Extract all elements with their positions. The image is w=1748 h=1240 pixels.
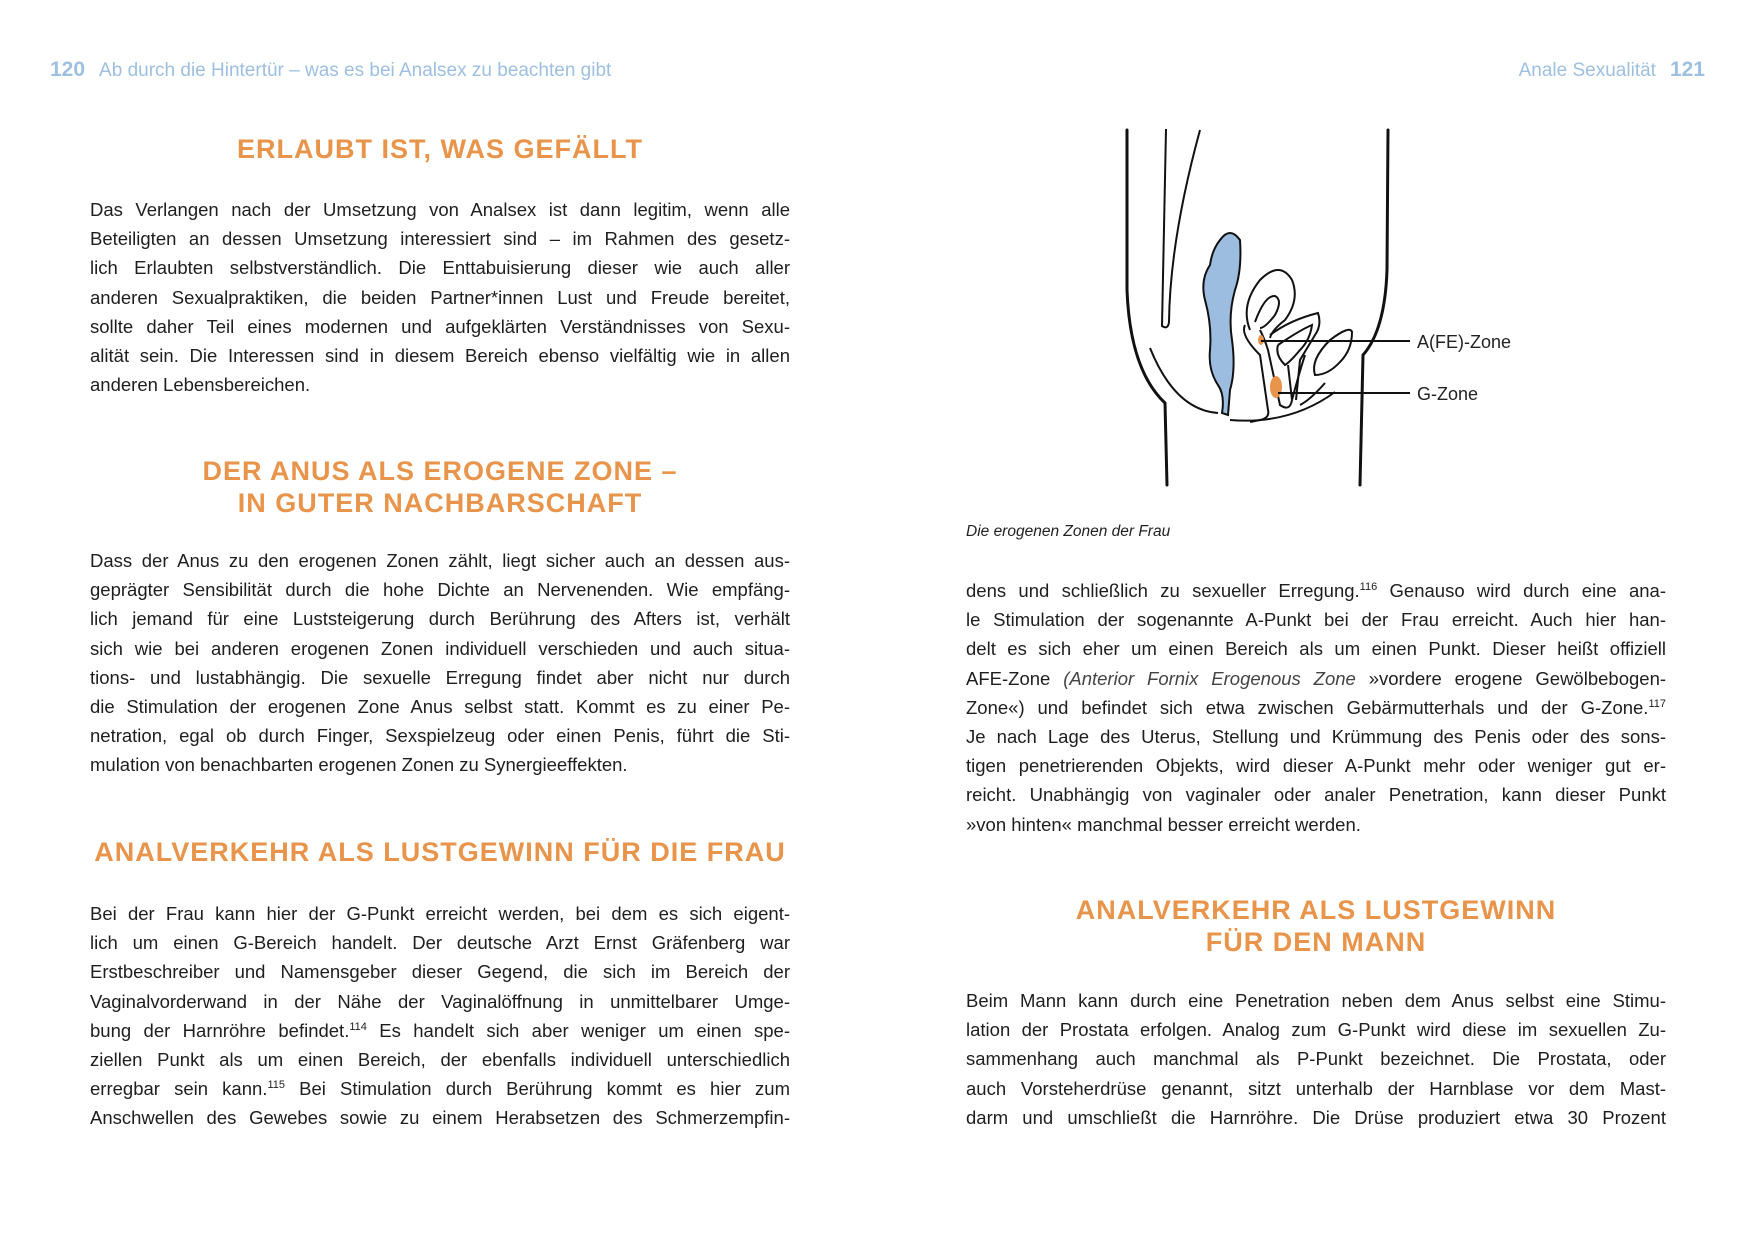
text-line: [90, 546, 790, 575]
text-line: [966, 810, 1666, 839]
text-line: [90, 692, 790, 721]
text-segment: anderen Lebensbereichen.: [90, 374, 311, 396]
text-segment: bung der Harnröhre befindet.: [90, 1019, 350, 1041]
text-segment: tigen penetrierenden Objekts, wird dieser A-Punkt mehr oder weniger gut er-: [966, 755, 1666, 777]
afe-zone-label: A(FE)-Zone: [1417, 332, 1512, 352]
text-segment: sich wie bei anderen erogenen Zonen individuell verschieden und auch situa-: [90, 637, 790, 659]
footnote-ref: 116: [1359, 581, 1378, 593]
chapter-title: Ab durch die Hintertür – was es bei Analsex zu beachten gibt: [99, 60, 612, 81]
text-segment: lich jemand für eine Luststeigerung durch Berührung des Afters ist, verhält: [90, 608, 790, 630]
text-line: [966, 1103, 1666, 1132]
buttock-curve: [1150, 348, 1218, 413]
paragraph-mann: [966, 986, 1666, 1132]
text-segment: lich um einen G-Bereich handelt. Der deutsche Arzt Ernst Gräfenberg war: [90, 932, 790, 954]
text-line: [90, 312, 790, 341]
text-line: [90, 721, 790, 750]
heading-erlaubt: [90, 133, 790, 165]
ovary-outline: [1314, 330, 1352, 375]
text-segment: Anschwellen des Gewebes sowie zu einem Herabsetzen des Schmerzempfin-: [90, 1107, 790, 1129]
text-segment: Beteiligten an dessen Umsetzung interessiert sind – im Rahmen des gesetz-: [90, 228, 790, 250]
text-line: [966, 1015, 1666, 1044]
text-segment: Genauso wird durch eine ana-: [1377, 580, 1667, 601]
text-segment: le Stimulation der sogenannte A-Punkt bei der Frau erreicht. Auch hier han-: [966, 609, 1666, 631]
heading-line: FÜR DEN MANN: [1205, 927, 1427, 957]
text-segment: Vaginalvorderwand in der Nähe der Vaginalöffnung in unmittelbarer Umge-: [90, 990, 790, 1012]
text-segment: alität sein. Die Interessen sind in diesem Bereich ebenso vielfältig wie in allen: [90, 344, 790, 366]
text-line: [966, 722, 1666, 751]
text-line: [966, 1074, 1666, 1103]
text-segment: lation der Prostata erfolgen. Analog zum G-Punkt wird diese im sexuellen Zu-: [966, 1019, 1666, 1041]
text-segment: reicht. Unabhängig von vaginaler oder analer Penetration, kann dieser Punkt: [966, 784, 1666, 806]
text-line: [966, 693, 1666, 722]
bladder-outline: [1247, 270, 1295, 338]
text-segment: geprägter Sensibilität durch die hohe Dichte an Nervenenden. Wie empfäng-: [90, 579, 790, 601]
text-segment: dens und schließlich zu sexueller Erregung.: [966, 580, 1360, 601]
text-line: [966, 664, 1666, 693]
text-segment: mulation von benachbarten erogenen Zonen zu Synergieeffekten.: [90, 754, 628, 776]
heading-line: DER ANUS ALS EROGENE ZONE –: [202, 456, 678, 486]
g-zone-label: G-Zone: [1417, 384, 1479, 404]
text-segment: Dass der Anus zu den erogenen Zonen zählt, liegt sicher auch an dessen aus-: [90, 550, 790, 571]
italic-term: (Anterior Fornix Erogenous Zone: [1063, 667, 1356, 689]
text-line: [90, 634, 790, 663]
text-line: [90, 750, 790, 779]
heading-line: IN GUTER NACHBARSCHAFT: [237, 488, 643, 518]
text-line: [966, 605, 1666, 634]
rectum-shape: [1203, 233, 1240, 415]
footnote-ref: 114: [349, 1020, 367, 1033]
text-segment: »von hinten« manchmal besser erreicht werden.: [966, 813, 1361, 835]
text-line: [966, 780, 1666, 809]
text-line: [90, 928, 790, 957]
footnote-ref: 115: [267, 1079, 285, 1092]
text-line: [90, 604, 790, 633]
text-line: [90, 1016, 790, 1045]
heading-anus-erogene-zone: [90, 455, 790, 519]
text-segment: Es handelt sich aber weniger um einen spe-: [366, 1019, 790, 1041]
text-line: [90, 1103, 790, 1132]
text-segment: Je nach Lage des Uterus, Stellung und Krümmung des Penis oder des sons-: [966, 725, 1666, 747]
text-line: [90, 663, 790, 692]
text-segment: »vordere erogene Gewölbebogen-: [1355, 667, 1667, 689]
paragraph-anus: [90, 546, 790, 780]
text-segment: tions- und lustabhängig. Die sexuelle Erregung findet aber nicht nur durch: [90, 666, 790, 688]
text-segment: erregbar sein kann.: [90, 1078, 268, 1100]
running-header-left: [50, 58, 611, 82]
figure-caption: Die erogenen Zonen der Frau: [966, 523, 1171, 540]
heading-line: ERLAUBT IST, WAS GEFÄLLT: [237, 134, 643, 164]
page-number-left: 120: [50, 58, 86, 81]
text-segment: Das Verlangen nach der Umsetzung von Analsex ist dann legitim, wenn alle: [90, 199, 790, 220]
text-line: [90, 987, 790, 1016]
text-segment: Beim Mann kann durch eine Penetration neben dem Anus selbst eine Stimu-: [966, 990, 1666, 1011]
paragraph-frau: [90, 899, 790, 1133]
text-segment: Erstbeschreiber und Namensgeber dieser Gegend, die sich im Bereich der: [90, 961, 790, 983]
text-segment: Bei Stimulation durch Berührung kommt es hier zum: [284, 1078, 790, 1100]
text-line: [90, 283, 790, 312]
body-outline-back: [1127, 130, 1167, 485]
text-line: [966, 576, 1666, 605]
paragraph-erlaubt: [90, 195, 790, 399]
text-line: [90, 575, 790, 604]
text-segment: Zone«) und befindet sich etwa zwischen Gebärmutterhals und der G-Zone.: [966, 696, 1649, 718]
heading-line: ANALVERKEHR ALS LUSTGEWINN FÜR DIE FRAU: [94, 837, 786, 867]
text-segment: darm und umschließt die Harnröhre. Die Drüse produziert etwa 30 Prozent: [966, 1106, 1666, 1128]
text-segment: sollte daher Teil eines modernen und aufgeklärten Verständnisses von Sexu-: [90, 315, 790, 337]
running-header-right: [1519, 58, 1705, 82]
heading-line: ANALVERKEHR ALS LUSTGEWINN: [1075, 895, 1557, 925]
text-line: [90, 1045, 790, 1074]
text-segment: Bei der Frau kann hier der G-Punkt erreicht werden, bei dem es sich eigent-: [90, 903, 790, 924]
text-line: [90, 224, 790, 253]
text-line: [90, 957, 790, 986]
heading-lustgewinn-frau: [90, 836, 790, 868]
text-line: [90, 195, 790, 224]
paragraph-continuation: [966, 576, 1666, 839]
text-line: [90, 253, 790, 282]
uterus-outline: [1255, 296, 1279, 328]
g-zone-spot: [1270, 376, 1282, 398]
text-segment: anderen Sexualpraktiken, die beiden Partner*innen Lust und Freude bereitet,: [90, 286, 790, 308]
text-segment: ziellen Punkt als um einen Bereich, der ebenfalls individuell unterschiedlich: [90, 1048, 790, 1070]
footnote-ref: 117: [1648, 697, 1666, 710]
text-line: [966, 634, 1666, 663]
text-line: [90, 899, 790, 928]
heading-lustgewinn-mann: [966, 894, 1666, 958]
spine-outline: [1162, 129, 1200, 327]
anatomy-figure: [1100, 100, 1748, 560]
text-segment: AFE-Zone: [966, 667, 1064, 689]
section-title: Anale Sexualität: [1518, 60, 1656, 81]
text-segment: netration, egal ob durch Finger, Sexspielzeug oder einen Penis, führt die Sti-: [90, 725, 790, 747]
text-line: [966, 751, 1666, 780]
page-number-right: 121: [1669, 58, 1705, 81]
text-segment: auch Vorsteherdrüse genannt, sitzt unterhalb der Harnblase vor dem Mast-: [966, 1077, 1666, 1099]
text-line: [966, 1044, 1666, 1073]
text-line: [966, 986, 1666, 1015]
text-segment: delt es sich eher um einen Bereich als um einen Punkt. Dieser heißt offiziell: [966, 638, 1666, 660]
text-line: [90, 370, 790, 399]
text-line: [90, 341, 790, 370]
body-outline-front: [1360, 130, 1388, 485]
text-segment: lich Erlaubten selbstverständlich. Die Enttabuisierung dieser wie auch aller: [90, 257, 790, 279]
text-segment: sammenhang auch manchmal als P-Punkt bezeichnet. Die Prostata, oder: [966, 1048, 1666, 1070]
text-line: [90, 1074, 790, 1103]
text-segment: die Stimulation der erogenen Zone Anus selbst statt. Kommt es zu einer Pe-: [90, 695, 790, 717]
